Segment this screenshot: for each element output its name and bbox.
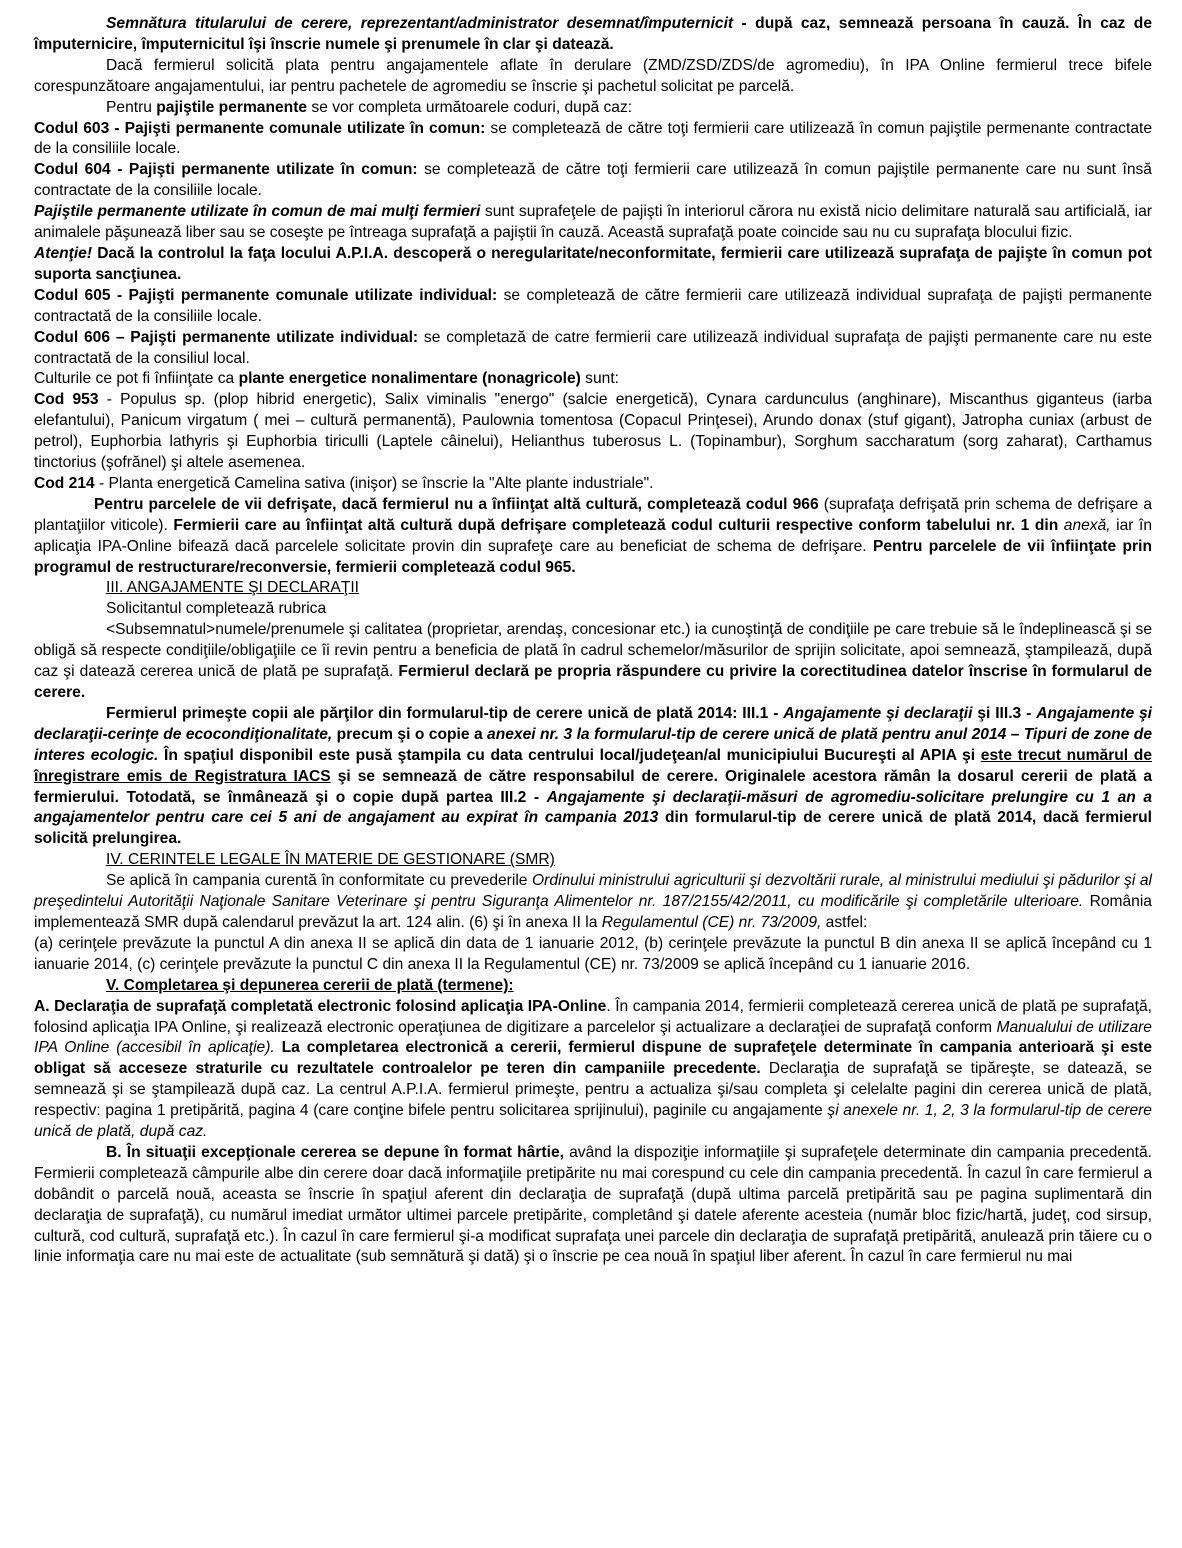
paragraph-cod-606 [34,328,1152,370]
text-run: sunt: [580,370,619,388]
text-run: Declaraţia de suprafaţă se tipăreşte, se datează, se semnează şi se ştampilează după caz. La centrul A.P.I.A. fermierul primeşte, pentru a actualiza şi/sau completa şi celelalte pagini din cererea unică de plată, respectiv: pagina 1 pretipărită, pagina 4 (care conţine bifele pentru solicitarea sprijinului), paginile cu angajamente [34,1060,1152,1120]
text-run: se completează de către fermierii care utilizează individual suprafaţa de pajişti permanente contractată de la consiliile locale. [34,286,1152,325]
text-run: Cod 953 [34,391,99,409]
text-run: Codul 606 – Pajişti permanente utilizate individual: [34,328,419,346]
section-3-heading: III. ANGAJAMENTE ŞI DECLARAŢII [106,579,360,597]
paragraph-smr-cerinte [34,934,1152,976]
text-run: Fermierii care au înfiinţat altă cultură după defrişare completează codul culturii respective conform tabelului nr. 1 din [173,516,1064,534]
text-run: se completează de către toţi fermierii care utilizează în comun pajiştile permanente care nu sunt însă contractate de la consiliile locale. [34,161,1152,200]
text-run: Se aplică în campania curentă în conformitate cu prevederile [106,872,533,890]
section-4-body [34,871,1152,976]
text-run: Atenţie! [34,244,93,262]
text-run: Culturile ce pot fi înfiinţate ca [34,370,239,388]
text-run: Codul 603 - Pajişti permanente comunale utilizate în comun: [34,119,486,137]
body-before-section-3 [34,14,1152,578]
paragraph-declaratia-a [34,997,1152,1143]
text-run: Pentru parcelele de vii defrişate, dacă fermierul nu a înfiinţat altă cultură, completează codul 966 [94,495,819,513]
text-run: . În campania 2014, fermierii completează cererea unică de plată pe suprafaţă, folosind aplicaţia IPA Online, şi realizează electronic operaţiunea de digitizare a parcelelor şi actualizare a declaraţiei de suprafaţă conform [34,997,1152,1036]
text-run: anexei nr. 3 la formularul-tip de cerere unică de plată pentru anul 2014 – Tipuri de zone de interes ecologic. [34,725,1152,764]
paragraph-semnatura [34,14,1152,56]
paragraph-situatii-b [34,1143,1152,1268]
text-run: se vor completa următoarele coduri, după caz: [307,98,633,116]
section-4-heading: IV. CERINTELE LEGALE ÎN MATERIE DE GESTIONARE (SMR) [106,851,555,869]
text-run: precum şi o copie a [332,725,488,743]
paragraph-plante-energetice-intro [34,369,1152,390]
paragraph-smr-intro [34,871,1152,934]
text-run: Manualului de utilizare IPA Online (accesibil în aplicaţie). [34,1018,1152,1057]
text-run: plante energetice nonalimentare (nonagricole) [238,370,581,388]
text-run: - Populus sp. (plop hibrid energetic), Salix viminalis "energo" (salcie energetică), Cynara cardunculus (anghinare), Miscanthus giganteus (iarba elefantului), Panicum virgatum ( mei – cultură permanentă), Paulownia tomentosa (Copacul Prinţesei), Arundo donax (stuf gigant), Jatropha cuniax (arbust de petrol), Euphorbia lathyris şi Euphorbia tiriculli (Laptele câinelui), Helianthus tuberosus L. (Topinambur), Sorghum saccharatum (sorg zaharat), Carthamus tinctorius (şofrănel) şi altele asemenea. [34,391,1152,472]
text-run: În spaţiul disponibil este pusă ştampila cu data centrului local/judeţean/al municipiului Bucureşti al APIA şi [158,746,981,764]
text-run: Semnătura titularului de cerere, reprezentant/administrator desemnat/împuternicit [106,15,734,32]
text-run: Ordinului ministrului agriculturii şi dezvoltării rurale, al ministrului mediului şi pădurilor şi al preşedintelui Autorităţii Naţionale Sanitare Veterinare şi pentru Siguranţa Alimentelor nr. 187/2155/42/2011, cu modificările şi completările ulterioare. [34,872,1152,911]
text-run: Regulamentul (CE) nr. 73/2009, [601,913,822,931]
paragraph-atentie [34,244,1152,286]
text-run: A. Declaraţia de suprafaţă completată electronic folosind aplicaţia IPA-Online [34,997,607,1015]
text-run: Pentru parcelele de vii înfiinţate prin programul de restructurare/reconversie, fermierii completează codul 965. [34,537,1152,576]
paragraph-angajamente-derulare [34,56,1152,98]
section-5-heading: V. Completarea şi depunerea cererii de plată (termene): [106,976,514,994]
text-run: B. În situaţii excepţionale cererea se depune în format hârtie, [106,1143,564,1161]
text-run: Dacă la controlul la faţa locului A.P.I.A. descoperă o neregularitate/neconformitate, fermierii care utilizează suprafaţa de pajişte în comun pot suporta sancţiunea. [34,244,1152,283]
text-run: iar în aplicaţia IPA-Online bifează dacă parcelele solicitate provin din suprafeţe care au beneficiat de schema de defrişare. [34,516,1153,555]
text-run: şi se semnează de către responsabilul de cerere. Originalele acestora rămân la dosarul cererii de plată a fermierului. Totodată, se înmânează şi o copie după partea III.2 - [34,767,1152,806]
section-3-body [34,599,1152,850]
text-run: Angajamente şi declaraţii-cerinţe de ecocondiţionalitate, [34,704,1153,743]
text-run: Codul 604 - Pajişti permanente utilizate în comun: [34,161,418,179]
text-run: sunt suprafeţele de pajişti în interiorul cărora nu există nicio delimitare naturală sau artificială, iar animalele păşunează liber sau se coseşte pe întreaga suprafaţă a pajiştii în cauză. Această suprafaţă poate coincide sau nu cu suprafaţa blocului fizic. [34,203,1152,242]
text-run: Solicitantul completează rubrica [106,600,327,618]
paragraph-solicitantul [34,599,1152,620]
text-run: La completarea electronică a cererii, fermierul dispune de suprafeţele determinate în campania anterioară şi este obligat să acceseze straturile cu rezultatele controalelor pe teren din campaniile precedente. [34,1039,1153,1078]
text-run: Codul 605 - Pajişti permanente comunale utilizate individual: [34,286,498,304]
section-5-body [34,997,1152,1269]
paragraph-copii-parti [34,704,1152,850]
paragraph-pajisti-intro [34,98,1152,119]
text-run: şi III.3 - [972,704,1037,722]
text-run: Fermierul primeşte copii ale părţilor din formularul-tip de cerere unică de plată 2014: III.1 - [106,704,784,722]
paragraph-subsemnatul [34,620,1152,704]
text-run: anexă, [1063,516,1111,534]
text-run: România implementează SMR după calendarul prevăzut la art. 124 alin. (6) şi în anexa II la [34,893,1152,931]
paragraph-vii-defrisate [34,495,1152,579]
paragraph-cod-214 [34,474,1152,495]
text-run: - Planta energetică Camelina sativa (inişor) se înscrie la "Alte plante industriale". [94,474,654,492]
text-run: se completază de catre fermierii care utilizează individual suprafaţa de pajişti permanente care nu este contractată de la consiliul local. [34,328,1152,367]
text-run: Pentru [106,98,157,116]
text-run: Pajiştile permanente utilizate în comun de mai mulţi fermieri [34,203,481,221]
paragraph-cod-953 [34,390,1152,474]
paragraph-pajisti-comun-def [34,202,1152,244]
text-run: (a) cerinţele prevăzute la punctul A din anexa II se aplică din data de 1 ianuarie 2012, (b) cerinţele prevăzute la punctul B din anexa II se aplică începând cu 1 ianuarie 2014, (c) cerinţele prevăzute la punctul C din anexa II la Regulamentul (CE) nr. 73/2009 se aplică începând cu 1 ianuarie 2016. [34,934,1152,973]
text-run: (suprafaţa defrişată prin schema de defrişare a plantaţiilor viticole). [34,495,1153,534]
paragraph-cod-605 [34,286,1152,328]
text-run: Dacă fermierul solicită plata pentru angajamentele aflate în derulare (ZMD/ZSD/ZDS/de agromediu), în IPA Online fermierul trece bifele corespunzătoare angajamentului, iar pentru pachetele de agromediu se înscrie şi pachetul solicitat pe parcelă. [34,56,1152,95]
text-run: Angajamente şi declaraţii-măsuri de agromediu-solicitare prelungire cu 1 an a angajamentelor pentru care cei 5 ani de angajament au expirat în campania 2013 [34,788,1152,827]
text-run: - după caz, semnează persoana în cauză. În caz de împuternicire, împuternicitul îşi înscrie numele şi prenumele în clar şi datează. [34,15,1152,53]
text-run: Fermierul declară pe propria răspundere cu privire la corectitudinea datelor înscrise în formularul de cerere. [34,663,1152,701]
text-run: având la dispoziţie informaţiile şi suprafeţele determinate din campania precedentă. Fermierii completează câmpurile albe din cerere doar dacă informaţiile pretipărite nu mai corespund cu cele din campania precedentă. În cazul în care fermierul a dobândit o parcelă nouă, aceasta se înscrie în spaţiul aferent din declaraţia de suprafaţă (după ultima parcelă pretipărită sau pe pagina suplimentară din declaraţia de suprafaţă), cu numărul imediat următor ultimei parcele pretipărite, completând şi datele aferente acesteia (număr bloc fizic/hartă, judeţ, cod sirsup, cultură, cod cultură, suprafaţă etc.). În cazul în care fermierul şi-a modificat suprafaţa unei parcele din declaraţia de suprafaţă pretipărită, anulează prin tăiere cu o linie informaţia care nu mai este de actualitate (sub semnătură şi dată) şi o înscrie pe cea nouă în spaţiul liber aferent. În cazul în care fermierul nu mai [34,1143,1152,1266]
text-run: şi anexele nr. 1, 2, 3 la formularul-tip de cerere unică de plată, după caz. [34,1102,1152,1141]
text-run: Angajamente şi declaraţii [783,704,973,722]
text-run: <Subsemnatul>numele/prenumele şi calitatea (proprietar, arendaş, concesionar etc.) ia cunoştinţă de condiţiile pe care trebuie să le îndeplinească şi se obligă să respecte condiţiile/obligaţiile ce îi revin pentru a beneficia de plată în cadrul schemelor/măsurilor de sprijin solicitate, apoi semnează, ştampilează, după caz şi datează cererea unică de plată pe suprafaţă. [34,621,1152,681]
text-run: se completează de către toţi fermierii care utilizează în comun pajiştile permenante contractate de la consiliile locale. [34,119,1152,158]
text-run: pajiştile permanente [156,98,308,116]
text-run: este trecut numărul de înregistrare emis de Registratura IACS [34,746,1152,785]
text-run: Cod 214 [34,474,95,492]
text-run: astfel: [821,913,868,931]
paragraph-cod-603 [34,119,1152,161]
paragraph-cod-604 [34,160,1152,202]
text-run: din formularul-tip de cerere unică de plată 2014, dacă fermierul solicită prelungirea. [34,809,1152,848]
